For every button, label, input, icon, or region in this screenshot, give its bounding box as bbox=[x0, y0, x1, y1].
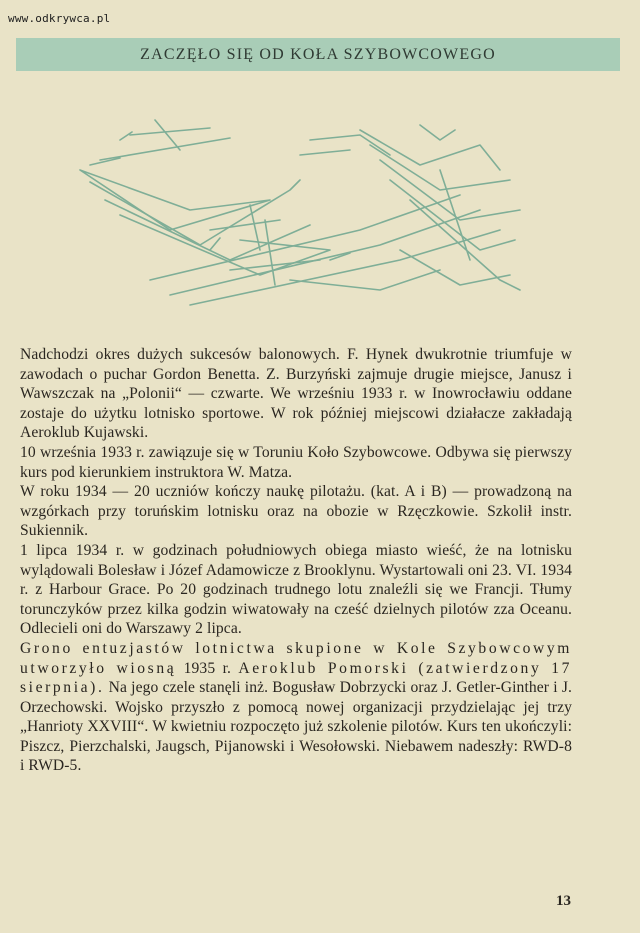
glider-sketch-icon bbox=[60, 110, 530, 320]
spaced-text: Grono entuzjastów lotnictwa skupione w Kole Szybowcowym utworzyło wiosną bbox=[20, 639, 572, 677]
paragraph: W roku 1934 — 20 uczniów kończy naukę pilotażu. (kat. A i B) — prowadzoną na wzgórkach przy toruńskim lotnisku oraz na obozie w Rzęczkowie. Szkolił instr. Sukiennik. bbox=[20, 483, 572, 540]
paragraph: 1 lipca 1934 r. w godzinach południowych obiega miasto wieść, że na lotnisku wylądowali Bolesław i Józef Adamowicze z Brooklynu. Wystartowali oni 23. VI. 1934 r. z Harbour Grace. Po 20 godzinach trudnego lotu znaleźli się we Francji. Tłumy torunczyków przez kilka godzin wiwatowały na cześć dzielnych pilotów zza Oceanu. Odlecieli oni do Warszawy 2 lipca. bbox=[20, 541, 572, 638]
body-text bbox=[20, 345, 572, 776]
chapter-header bbox=[16, 38, 620, 71]
page-number: 13 bbox=[556, 893, 571, 909]
plain-text: 1935 r. bbox=[176, 659, 239, 677]
spaced-text: Aeroklub Pomorski (zatwierdzony 17 sierpnia). bbox=[20, 659, 572, 697]
paragraph: 10 września 1933 r. zawiązuje się w Toruniu Koło Szybowcowe. Odbywa się pierwszy kurs pod kierunkiem instruktora W. Matza. bbox=[20, 443, 572, 481]
watermark: www.odkrywca.pl bbox=[8, 12, 111, 25]
chapter-title: ZACZĘŁO SIĘ OD KOŁA SZYBOWCOWEGO bbox=[140, 45, 496, 63]
paragraph bbox=[20, 639, 572, 776]
paragraph: Nadchodzi okres dużych sukcesów balonowych. F. Hynek dwukrotnie triumfuje w zawodach o puchar Gordon Benetta. Z. Burzyński zajmuje drugie miejsce, Janusz i Wawszczak na „Polonii“ — czwarte. We wrześniu 1933 r. w Inowrocławiu oddane zostaje do użytku lotnisko sportowe. W rok później miejscowi działacze zakładają Aeroklub Kujawski. bbox=[20, 346, 572, 442]
plain-text: Na jego czele stanęli inż. Bogusław Dobrzycki oraz J. Getler-Ginther i J. Orzechowski. Wojsko przyszło z pomocą nowej organizacji przydzielając jej trzy „Hanrioty XXVIII“. W kwietniu rozpoczęto już szkolenie pilotów. Kurs ten ukończyli: Piszcz, Pierzchalski, Jaugsch, Pijanowski i Wesołowski. Niebawem nadeszły: RWD-8 i RWD-5. bbox=[20, 679, 572, 775]
